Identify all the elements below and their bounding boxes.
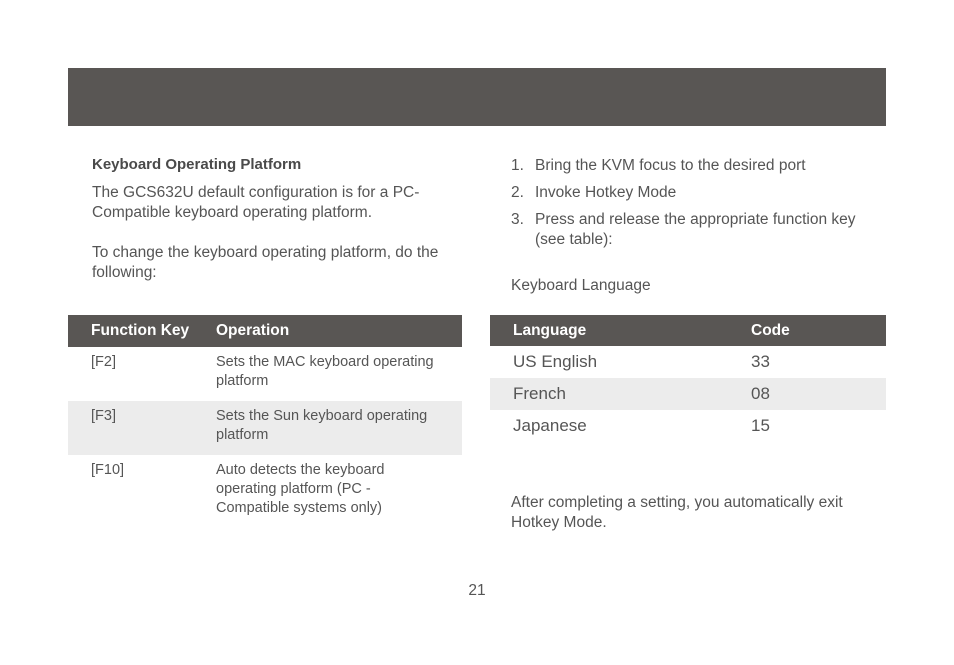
section-heading: Keyboard Operating Platform [92,156,302,173]
intro-paragraph: The GCS632U default configuration is for a PC-Compatible keyboard operating platform. [92,184,420,221]
page-number: 21 [468,582,486,599]
steps-list [511,156,861,257]
language-cell: Japanese [513,416,587,435]
column-header-code: Code [751,315,886,346]
table-row [68,347,462,401]
column-header-language: Language [490,315,751,346]
table-row [68,455,462,528]
keyboard-language-table [490,315,886,442]
list-item [511,210,861,250]
code-cell: 33 [751,352,770,371]
operation-cell: Sets the MAC keyboard operating platform [216,354,434,389]
code-cell: 15 [751,416,770,435]
header-bar [68,68,886,126]
list-item [511,156,861,176]
function-key-cell: [F10] [91,462,125,478]
table-header-row [490,315,886,346]
keyboard-language-label: Keyboard Language [511,277,651,294]
table-row [490,378,886,410]
column-header-function-key: Function Key [68,315,216,347]
table-row [490,346,886,378]
step-number: 2. [511,184,524,201]
instruction-paragraph: To change the keyboard operating platform, do the following: [92,244,439,281]
step-text: Press and release the appropriate function key (see table): [535,211,856,248]
table-header-row [68,315,462,347]
step-number: 3. [511,211,524,228]
completion-note: After completing a setting, you automatically exit Hotkey Mode. [511,494,843,531]
step-text: Invoke Hotkey Mode [535,184,677,201]
step-number: 1. [511,157,524,174]
list-item [511,183,861,203]
function-key-cell: [F2] [91,354,116,370]
step-text: Bring the KVM focus to the desired port [535,157,806,174]
column-header-operation: Operation [216,315,462,347]
operation-cell: Sets the Sun keyboard operating platform [216,401,462,455]
table-row [68,401,462,455]
code-cell: 08 [751,378,886,410]
operation-cell: Auto detects the keyboard operating platform (PC - Compatible systems only) [216,462,385,516]
language-cell: French [490,378,751,410]
language-cell: US English [513,352,598,371]
table-row [490,410,886,442]
function-key-cell: [F3] [68,401,216,455]
function-key-table [68,315,462,528]
